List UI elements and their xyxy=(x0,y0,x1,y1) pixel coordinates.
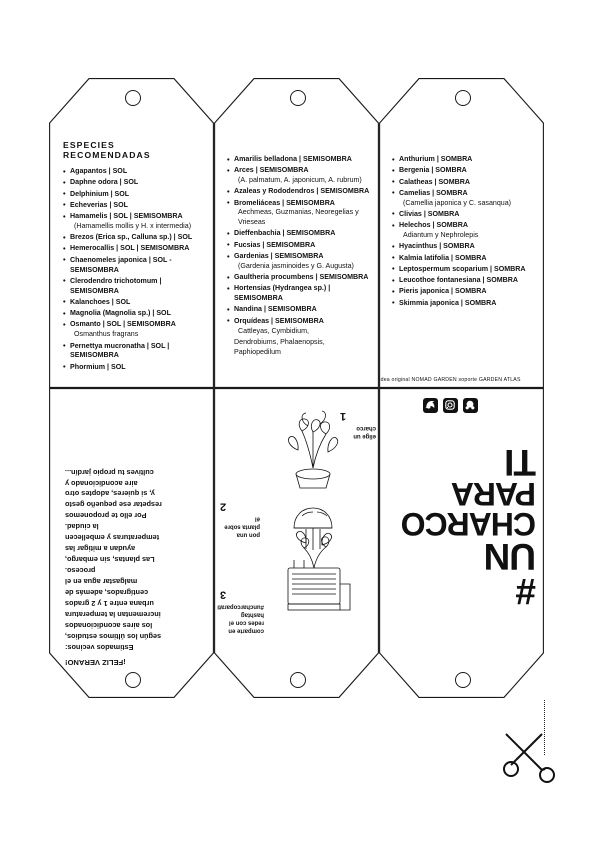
list-item: • Magnolia (Magnolia sp.) | SOL xyxy=(63,309,204,319)
list-item: • Brezos (Erica sp., Calluna sp.) | SOL xyxy=(63,233,204,243)
step-1: elige un charco 1 xyxy=(340,410,376,440)
list-item: • Clivias | SOMBRA xyxy=(392,210,536,220)
list-item: • Orquídeas | SEMISOMBRA Cattleyas, Cymbidium, xyxy=(227,317,371,337)
list-item: • Gaultheria procumbens | SEMISOMBRA xyxy=(227,273,371,283)
list-item: • Hyacinthus | SOMBRA xyxy=(392,242,536,252)
list-item: • Helechos | SOMBRA Adiantum y Nephrolepis xyxy=(392,221,536,241)
punch-hole xyxy=(290,672,306,688)
list-item: • Echeverias | SOL xyxy=(63,201,204,211)
list-item: • Hemerocallis | SOL | SEMISOMBRA xyxy=(63,244,204,254)
list-item: • Chaenomeles japonica | SOL - SEMISOMBRA xyxy=(63,256,204,276)
scissors-icon xyxy=(498,722,560,784)
step-2: pon una planta sobre él 2 xyxy=(220,500,260,538)
list-item: • Nandina | SEMISOMBRA xyxy=(227,305,371,315)
list-item: • Bergenia | SOMBRA xyxy=(392,166,536,176)
letter-text: ¡FELIZ VERANO! Estimados vecinos: según los últimos estudios, los aires acondicionados incrementan la temperatura urbana entre 1 y 2 grados centígrados, además de malgastar agua en el proceso. Las plantas, sin embargo, ayudan a mitigar las temperaturas y embellecen la ciudad. Por ello te proponemos respetar ese pequeño gesto y, si quieres, adoptes otro aire acondicionado y cultives tu propio jardín... xyxy=(65,466,202,668)
section-heading: ESPECIES RECOMENDADAS xyxy=(63,140,151,160)
list-item: • Arces | SEMISOMBRA (A. palmatum, A. japonicum, A. rubrum) xyxy=(227,166,371,186)
list-item: • Clerodendro trichotomum | SEMISOMBRA xyxy=(63,277,204,297)
list-item: • Hamamelis | SOL | SEMISOMBRA (Hamamellis mollis y H. x intermedia) xyxy=(63,212,204,232)
list-item: • Azaleas y Rododendros | SEMISOMBRA xyxy=(227,187,371,197)
letter-exclamation: ¡FELIZ VERANO! xyxy=(65,658,126,667)
list-item: • Camelias | SOMBRA (Camellia japonica y C. sasanqua) xyxy=(392,189,536,209)
list-item: • Phormium | SOL xyxy=(63,363,204,373)
list-item: • Fucsias | SEMISOMBRA xyxy=(227,241,371,251)
list-item: • Kalmia latifolia | SOMBRA xyxy=(392,254,536,264)
list-item: • Gardenias | SEMISOMBRA (Gardenia jasminoides y G. Augusta) xyxy=(227,252,371,272)
tag-card-letter xyxy=(49,388,214,698)
list-item: • Pernettya mucronatha | SOL | SEMISOMBRA xyxy=(63,342,204,362)
list-item: • Delphinium | SOL xyxy=(63,190,204,200)
list-item: • Amarilis belladona | SEMISOMBRA xyxy=(227,155,371,165)
list-item: • Anthurium | SOMBRA xyxy=(392,155,536,165)
list-item: • Calatheas | SOMBRA xyxy=(392,178,536,188)
step-3: comparte en redes con el hashtag #uncharcoparati 3 xyxy=(217,588,264,634)
tag-card-steps xyxy=(214,388,379,698)
species-list-2 xyxy=(227,155,371,357)
list-item: • Bromeliáceas | SEMISOMBRA Aechmeas, Guzmanias, Neoregelias y Vrieseas xyxy=(227,199,371,228)
list-item: • Osmanto | SOL | SEMISOMBRA Osmanthus fragrans xyxy=(63,320,204,340)
list-item: • Leucothoe fontanesiana | SOMBRA xyxy=(392,276,536,286)
list-item: • Agapantos | SOL xyxy=(63,167,204,177)
list-item: • Daphne odora | SOL xyxy=(63,178,204,188)
species-list-1 xyxy=(63,167,204,372)
list-item: • Dieffenbachia | SEMISOMBRA xyxy=(227,229,371,239)
credit-line: Idea original NOMAD GARDEN soporte GARDEN ATLAS xyxy=(379,377,521,383)
list-item: Dendrobiums, Phalaenopsis, Paphiopedilum xyxy=(234,337,325,356)
species-list-3 xyxy=(392,155,536,308)
list-item: • Hortensias (Hydrangea sp.) | SEMISOMBRA xyxy=(227,284,371,304)
tag-card-species-sol xyxy=(49,78,214,388)
list-item: • Kalanchoes | SOL xyxy=(63,298,204,308)
tag-card-species-semisombra xyxy=(214,78,379,388)
list-item: • Pieris japonica | SOMBRA xyxy=(392,287,536,297)
list-item: • Leptospermum scoparium | SOMBRA xyxy=(392,265,536,275)
tag-card-title xyxy=(379,388,544,698)
poster-title: # UN CHARCO PARA TI xyxy=(401,441,536,613)
list-item: • Skimmia japonica | SOMBRA xyxy=(392,299,536,309)
tag-card-species-sombra xyxy=(379,78,544,388)
